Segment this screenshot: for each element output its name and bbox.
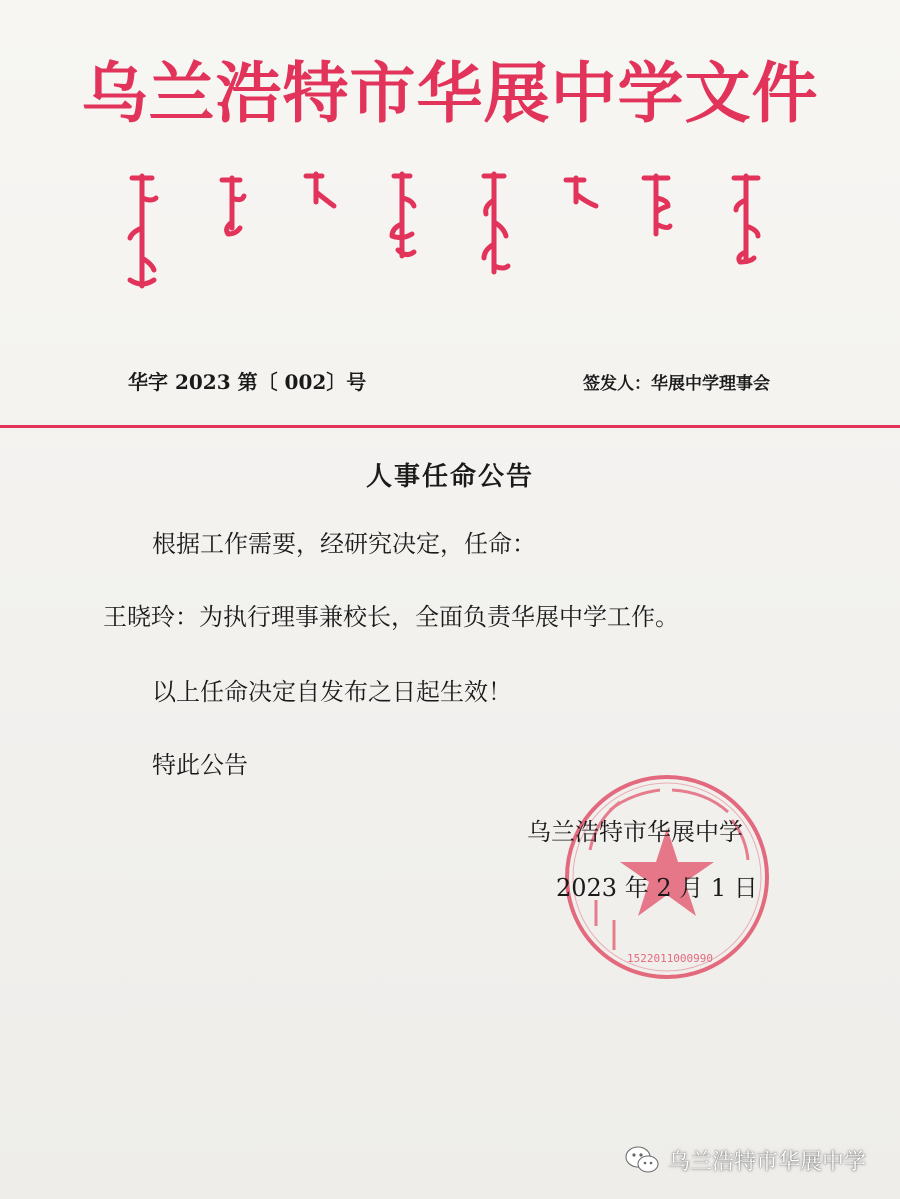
notice-paragraph: 根据工作需要，经研究决定，任命： — [152, 530, 536, 558]
wechat-icon — [624, 1145, 660, 1175]
notice-paragraph: 以上任命决定自发布之日起生效！ — [152, 678, 512, 706]
seal-serial: 1522011000990 — [626, 952, 714, 965]
issuer-label: 签发人：华展中学理事会 — [583, 374, 770, 394]
mongolian-word-4 — [392, 174, 414, 256]
wechat-watermark — [624, 1140, 866, 1180]
document-header-title: 乌兰浩特市华展中学文件 — [81, 55, 819, 132]
mongolian-script-header — [110, 168, 790, 298]
signature-date: 2023 年 2 月 1 日 — [556, 874, 758, 902]
mongolian-word-1 — [130, 176, 156, 286]
mongolian-word-5 — [484, 174, 508, 272]
notice-paragraph: 特此公告 — [152, 751, 248, 779]
header-divider — [0, 425, 900, 428]
mongolian-word-8 — [734, 176, 758, 262]
document-number: 华字 2023 第〔 002〕号 — [128, 370, 367, 394]
signature-organization: 乌兰浩特市华展中学 — [527, 818, 743, 846]
notice-title: 人事任命公告 — [365, 462, 534, 492]
mongolian-word-7 — [644, 176, 670, 234]
watermark-text: 乌兰浩特市华展中学 — [668, 1149, 867, 1175]
mongolian-word-3 — [306, 174, 334, 206]
mongolian-word-6 — [566, 178, 596, 206]
mongolian-word-2 — [222, 178, 244, 234]
notice-paragraph: 王晓玲：为执行理事兼校长，全面负责华展中学工作。 — [103, 603, 679, 631]
